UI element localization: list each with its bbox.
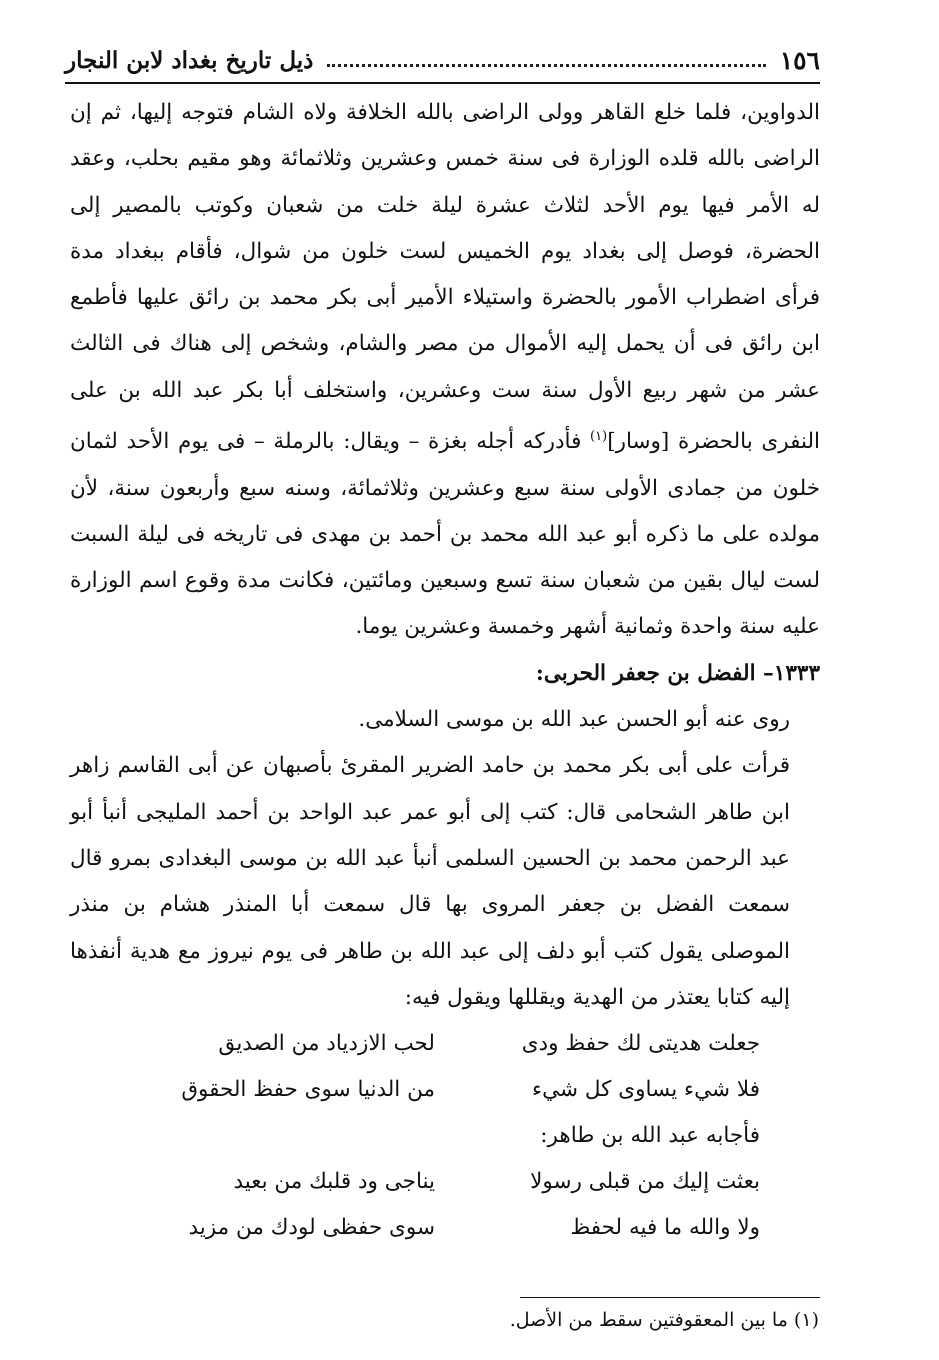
- poem-2-line-1-hemistich-1: بعثت إليك من قبلى رسولا: [530, 1169, 760, 1195]
- footnote-rule: [520, 1297, 820, 1298]
- page-number: ١٥٦: [779, 45, 820, 75]
- paragraph-1-part-a: الدواوين، فلما خلع القاهر وولى الراضى بالله الخلافة ولاه الشام فتوجه إليها، ثم إن الراضى بالله قلده الوزارة فى سنة خمس وعشرين وثلاثمائة وهو مقيم بحلب، وعقد له الأمر فيها يوم الأحد لثلاث عشرة ليلة خلت من شعبان وكوتب بالمصير إلى الحضرة، فوصل إلى بغداد يوم الخميس لست خلون من شوال، فأقام ببغداد مدة فرأى اضطراب الأمور بالحضرة واستيلاء الأمير أبى بكر محمد بن رائق عليها فأطمع ابن رائق فى أن يحمل إليه الأموال من مصر والشام، وشخص إلى هناك فى الثالث عشر من شهر ربيع الأول سنة ست وعشرين، واستخلف أبا بكر عبد الله بن على النفرى بالحضرة [وسار]: [70, 100, 820, 455]
- poem-2: [70, 1159, 820, 1251]
- reply-intro: فأجابه عبد الله بن طاهر:: [540, 1123, 760, 1149]
- poem-1: [70, 1021, 820, 1113]
- header-leader-dots: [327, 64, 765, 67]
- poem-2-line-2-hemistich-1: ولا والله ما فيه لحفظ: [570, 1215, 760, 1241]
- page-header: [65, 40, 820, 80]
- poem-1-line-1-hemistich-1: جعلت هديتى لك حفظ ودى: [521, 1031, 760, 1057]
- paragraph-1: [70, 90, 820, 651]
- paragraph-2: روى عنه أبو الحسن عبد الله بن موسى السلامى.: [358, 707, 790, 733]
- poem-1-line-1-hemistich-2: لحب الازدياد من الصديق: [218, 1031, 435, 1057]
- poem-1-line-2-hemistich-1: فلا شيء يساوى كل شيء: [532, 1077, 760, 1103]
- footnote: (١) ما بين المعقوفتين سقط من الأصل.: [509, 1309, 819, 1331]
- entry-heading: ١٣٣٣– الفضل بن جعفر الحربى:: [535, 660, 820, 686]
- poem-2-line-1-hemistich-2: يناجى ود قلبك من بعيد: [233, 1169, 435, 1195]
- paragraph-1-part-b: فأدركه أجله بغزة – ويقال: بالرملة – فى يوم الأحد لثمان خلون من جمادى الأولى سنة سبع وعشرين وثلاثمائة، وسنه سبع وأربعون سنة، لأن مولده على ما ذكره أبو عبد الله محمد بن أحمد بن مهدى فى تاريخه فى ليلة السبت لست ليال بقين من شعبان سنة تسع وسبعين ومائتين، فكانت مدة وقوع اسم الوزارة عليه سنة واحدة وثمانية أشهر وخمسة وعشرين يوما.: [70, 429, 820, 640]
- poem-2-line-2-hemistich-2: سوى حفظى لودك من مزيد: [188, 1215, 435, 1241]
- paragraph-3: قرأت على أبى بكر محمد بن حامد الضرير المقرئ بأصبهان عن أبى القاسم زاهر ابن طاهر الشحامى قال: كتب إلى أبو عمر عبد الواحد بن أحمد المليجى أنبأ أبو عبد الرحمن محمد بن الحسين السلمى أنبأ عبد الله بن موسى البغدادى بمرو قال سمعت الفضل بن جعفر المروى بها قال سمعت أبا المنذر هشام بن منذر الموصلى يقول كتب أبو دلف إلى عبد الله بن طاهر فى يوم نيروز مع هدية أنفذها إليه كتابا يعتذر من الهدية ويقللها ويقول فيه:: [70, 753, 790, 1010]
- main-text: [70, 90, 820, 1251]
- running-title: ذيل تاريخ بغداد لابن النجار: [65, 46, 314, 74]
- footnote-marker: (١): [590, 429, 608, 445]
- poem-1-line-2-hemistich-2: من الدنيا سوى حفظ الحقوق: [181, 1077, 435, 1103]
- header-rule: [65, 82, 820, 84]
